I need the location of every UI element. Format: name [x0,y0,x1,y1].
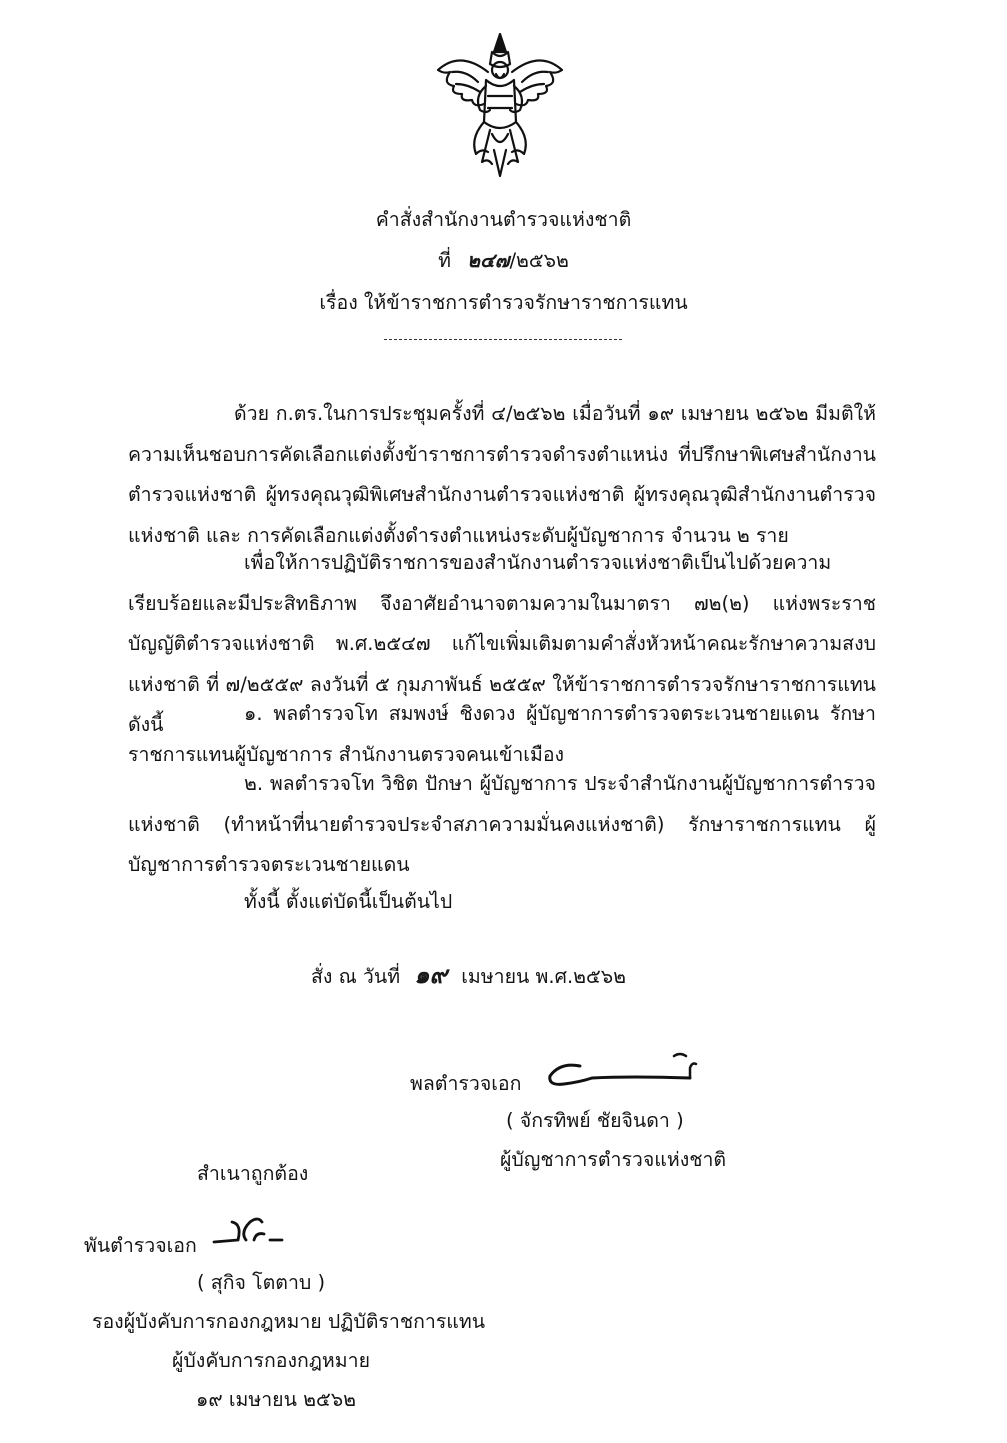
order-number-suffix: /๒๕๖๒ [509,249,569,272]
order-date-prefix: สั่ง ณ วันที่ [311,965,401,988]
closing-line: ทั้งนี้ ตั้งแต่บัดนี้เป็นต้นไป [244,890,453,913]
certified-copy-date: ๑๙ เมษายน ๒๕๖๒ [196,1388,356,1411]
order-number-handwritten: ๒๔๗ [467,249,510,272]
garuda-emblem-icon [430,30,570,180]
order-number-prefix: ที่ [438,249,451,272]
certified-copy-label: สำเนาถูกต้อง [197,1162,309,1185]
certifier-position-line2: ผู้บังคับการกองกฎหมาย [172,1349,370,1372]
order-number [0,247,1007,275]
item-1 [128,694,876,775]
order-title: คำสั่งสำนักงานตำรวจแห่งชาติ [375,208,632,231]
certifier-rank: พันตำรวจเอก [84,1234,197,1257]
order-date-day-handwritten: ๑๙ [414,960,448,989]
signatory-name: ( จักรทิพย์ ชัยจินดา ) [506,1109,684,1132]
item-1-text: ๑. พลตำรวจโท สมพงษ์ ชิงดวง ผู้บัญชาการตำรวจตระเวนชายแดน รักษาราชการแทนผู้บัญชาการ สำนักงานตรวจคนเข้าเมือง [128,702,876,766]
order-subject: เรื่อง ให้ข้าราชการตำรวจรักษาราชการแทน [319,291,688,314]
certifier-signature-icon [210,1210,290,1250]
paragraph-1 [128,394,876,556]
signatory-rank: พลตำรวจเอก [410,1072,522,1095]
paragraph-1-text: ด้วย ก.ตร.ในการประชุมครั้งที่ ๔/๒๕๖๒ เมื่อวันที่ ๑๙ เมษายน ๒๕๖๒ มีมติให้ความเห็นชอบการคัดเลือกแต่งตั้งข้าราชการตำรวจดำรงตำแหน่ง ที่ปรึกษาพิเศษสำนักงานตำรวจแห่งชาติ ผู้ทรงคุณวุฒิพิเศษสำนักงานตำรวจแห่งชาติ ผู้ทรงคุณวุฒิสำนักงานตำรวจแห่งชาติ และ การคัดเลือกแต่งตั้งดำรงตำแหน่งระดับผู้บัญชาการ จำนวน ๒ ราย [128,402,876,547]
header-divider [384,339,622,340]
signatory-signature-icon [540,1048,710,1093]
order-date [311,961,626,991]
item-2-text: ๒. พลตำรวจโท วิชิต ปักษา ผู้บัญชาการ ประจำสำนักงานผู้บัญชาการตำรวจแห่งชาติ (ทำหน้าที่นายตำรวจประจำสภาความมั่นคงแห่งชาติ) รักษาราชการแทน ผู้บัญชาการตำรวจตระเวนชายแดน [128,772,876,876]
paragraph-2-text: เพื่อให้การปฏิบัติราชการของสำนักงานตำรวจแห่งชาติเป็นไปด้วยความเรียบร้อยและมีประสิทธิภาพ จึงอาศัยอำนาจตามความในมาตรา ๗๒(๒) แห่งพระราชบัญญัติตำรวจแห่งชาติ พ.ศ.๒๕๔๗ แก้ไขเพิ่มเติมตามคำสั่งหัวหน้าคณะรักษาความสงบแห่งชาติ ที่ ๗/๒๕๕๙ ลงวันที่ ๕ กุมภาพันธ์ ๒๕๕๙ ให้ข้าราชการตำรวจรักษาราชการแทน ดังนี้ [128,551,876,736]
certifier-name: ( สุกิจ โตตาบ ) [197,1271,326,1294]
signatory-position: ผู้บัญชาการตำรวจแห่งชาติ [500,1148,727,1171]
item-2 [128,764,876,886]
order-date-suffix: เมษายน พ.ศ.๒๕๖๒ [461,965,627,988]
certifier-position-line1: รองผู้บังคับการกองกฎหมาย ปฏิบัติราชการแทน [92,1310,486,1333]
